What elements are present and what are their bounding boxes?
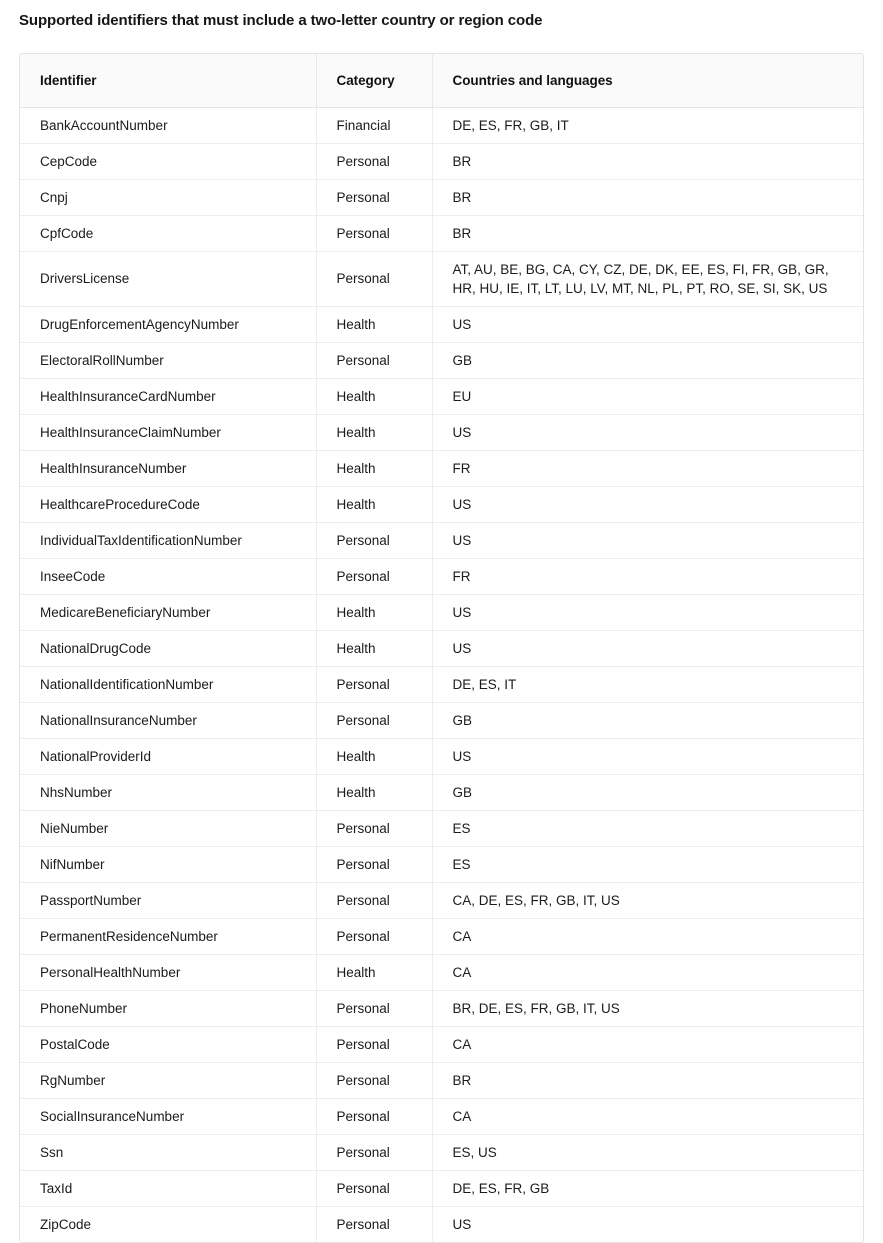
cell-identifier: InseeCode [20,558,316,594]
cell-countries: BR [432,215,863,251]
table-row [20,1062,863,1098]
table-row [20,414,863,450]
table-row [20,143,863,179]
cell-identifier: NifNumber [20,846,316,882]
cell-category: Personal [316,1098,432,1134]
table-row [20,179,863,215]
cell-category: Health [316,594,432,630]
table-row [20,738,863,774]
cell-category: Personal [316,702,432,738]
table-body [20,107,863,1242]
table-row [20,954,863,990]
cell-identifier: HealthInsuranceClaimNumber [20,414,316,450]
cell-identifier: CpfCode [20,215,316,251]
cell-identifier: PersonalHealthNumber [20,954,316,990]
cell-category: Personal [316,882,432,918]
table-row [20,1134,863,1170]
cell-identifier: NationalInsuranceNumber [20,702,316,738]
table-row [20,846,863,882]
table-row [20,1170,863,1206]
cell-countries: BR, DE, ES, FR, GB, IT, US [432,990,863,1026]
cell-countries: AT, AU, BE, BG, CA, CY, CZ, DE, DK, EE, ES, FI, FR, GB, GR, HR, HU, IE, IT, LT, LU, LV, MT, NL, PL, PT, RO, SE, SI, SK, US [432,251,863,306]
cell-category: Health [316,954,432,990]
cell-category: Health [316,630,432,666]
cell-identifier: NationalProviderId [20,738,316,774]
table-row [20,810,863,846]
cell-category: Personal [316,558,432,594]
table-row [20,378,863,414]
cell-identifier: MedicareBeneficiaryNumber [20,594,316,630]
cell-countries: US [432,630,863,666]
cell-category: Personal [316,1170,432,1206]
table-row [20,450,863,486]
table-header [20,54,863,107]
cell-category: Personal [316,1206,432,1242]
table-row [20,990,863,1026]
cell-countries: CA [432,918,863,954]
cell-countries: BR [432,143,863,179]
cell-countries: ES, US [432,1134,863,1170]
cell-category: Health [316,414,432,450]
cell-countries: GB [432,774,863,810]
table-row [20,251,863,306]
cell-countries: US [432,306,863,342]
cell-countries: DE, ES, FR, GB [432,1170,863,1206]
table-row [20,215,863,251]
cell-category: Health [316,486,432,522]
cell-identifier: Ssn [20,1134,316,1170]
cell-identifier: ElectoralRollNumber [20,342,316,378]
cell-identifier: RgNumber [20,1062,316,1098]
cell-countries: FR [432,558,863,594]
column-header-countries: Countries and languages [432,54,863,107]
cell-category: Personal [316,918,432,954]
cell-countries: CA [432,1098,863,1134]
table-row [20,918,863,954]
table-row [20,774,863,810]
cell-countries: CA, DE, ES, FR, GB, IT, US [432,882,863,918]
cell-identifier: BankAccountNumber [20,107,316,143]
cell-countries: EU [432,378,863,414]
table-row [20,702,863,738]
cell-identifier: PermanentResidenceNumber [20,918,316,954]
cell-countries: DE, ES, FR, GB, IT [432,107,863,143]
cell-countries: ES [432,846,863,882]
cell-countries: US [432,738,863,774]
cell-identifier: DriversLicense [20,251,316,306]
cell-countries: US [432,414,863,450]
table-row [20,1206,863,1242]
cell-countries: BR [432,179,863,215]
cell-countries: CA [432,1026,863,1062]
table-header-row [20,54,863,107]
cell-identifier: SocialInsuranceNumber [20,1098,316,1134]
cell-countries: ES [432,810,863,846]
table-row [20,594,863,630]
cell-countries: CA [432,954,863,990]
cell-category: Health [316,738,432,774]
cell-countries: US [432,486,863,522]
cell-countries: GB [432,342,863,378]
page-title: Supported identifiers that must include a two-letter country or region code [19,12,543,29]
table-row [20,882,863,918]
cell-category: Health [316,774,432,810]
cell-category: Personal [316,810,432,846]
cell-countries: US [432,594,863,630]
cell-category: Personal [316,1026,432,1062]
cell-countries: BR [432,1062,863,1098]
cell-countries: US [452,1216,472,1232]
cell-category: Personal [316,215,432,251]
cell-identifier: HealthInsuranceCardNumber [20,378,316,414]
column-header-identifier: Identifier [20,54,316,107]
cell-category: Financial [316,107,432,143]
cell-identifier: Cnpj [20,179,316,215]
cell-identifier: PassportNumber [20,882,316,918]
cell-category: Personal [316,1062,432,1098]
table-row [20,558,863,594]
table-row [20,666,863,702]
cell-category: Health [316,306,432,342]
cell-identifier: TaxId [20,1170,316,1206]
identifiers-table-container [19,53,864,1243]
cell-identifier: NhsNumber [20,774,316,810]
cell-category: Personal [316,179,432,215]
cell-identifier: ZipCode [20,1206,316,1242]
cell-countries: FR [432,450,863,486]
column-header-category: Category [316,54,432,107]
table-row [20,1026,863,1062]
table-row [20,342,863,378]
cell-identifier: IndividualTaxIdentificationNumber [20,522,316,558]
cell-category: Health [316,378,432,414]
cell-countries: GB [432,702,863,738]
identifiers-table [20,54,863,1242]
table-row [20,1098,863,1134]
cell-countries: DE, ES, IT [432,666,863,702]
cell-category: Personal [316,143,432,179]
cell-countries: US [432,522,863,558]
cell-category: Personal [316,522,432,558]
cell-identifier: DrugEnforcementAgencyNumber [20,306,316,342]
cell-identifier: HealthcareProcedureCode [20,486,316,522]
cell-identifier: PostalCode [20,1026,316,1062]
cell-category: Personal [316,1134,432,1170]
cell-category: Personal [316,342,432,378]
table-row [20,107,863,143]
cell-identifier: NationalIdentificationNumber [20,666,316,702]
cell-identifier: PhoneNumber [20,990,316,1026]
cell-category: Personal [316,846,432,882]
table-row [20,306,863,342]
cell-category: Health [316,450,432,486]
cell-identifier: CepCode [20,143,316,179]
cell-identifier: NieNumber [20,810,316,846]
cell-category: Personal [316,990,432,1026]
cell-category: Personal [316,666,432,702]
table-row [20,522,863,558]
cell-identifier: NationalDrugCode [20,630,316,666]
cell-category: Personal [316,251,432,306]
table-row [20,486,863,522]
cell-identifier: HealthInsuranceNumber [20,450,316,486]
table-row [20,630,863,666]
